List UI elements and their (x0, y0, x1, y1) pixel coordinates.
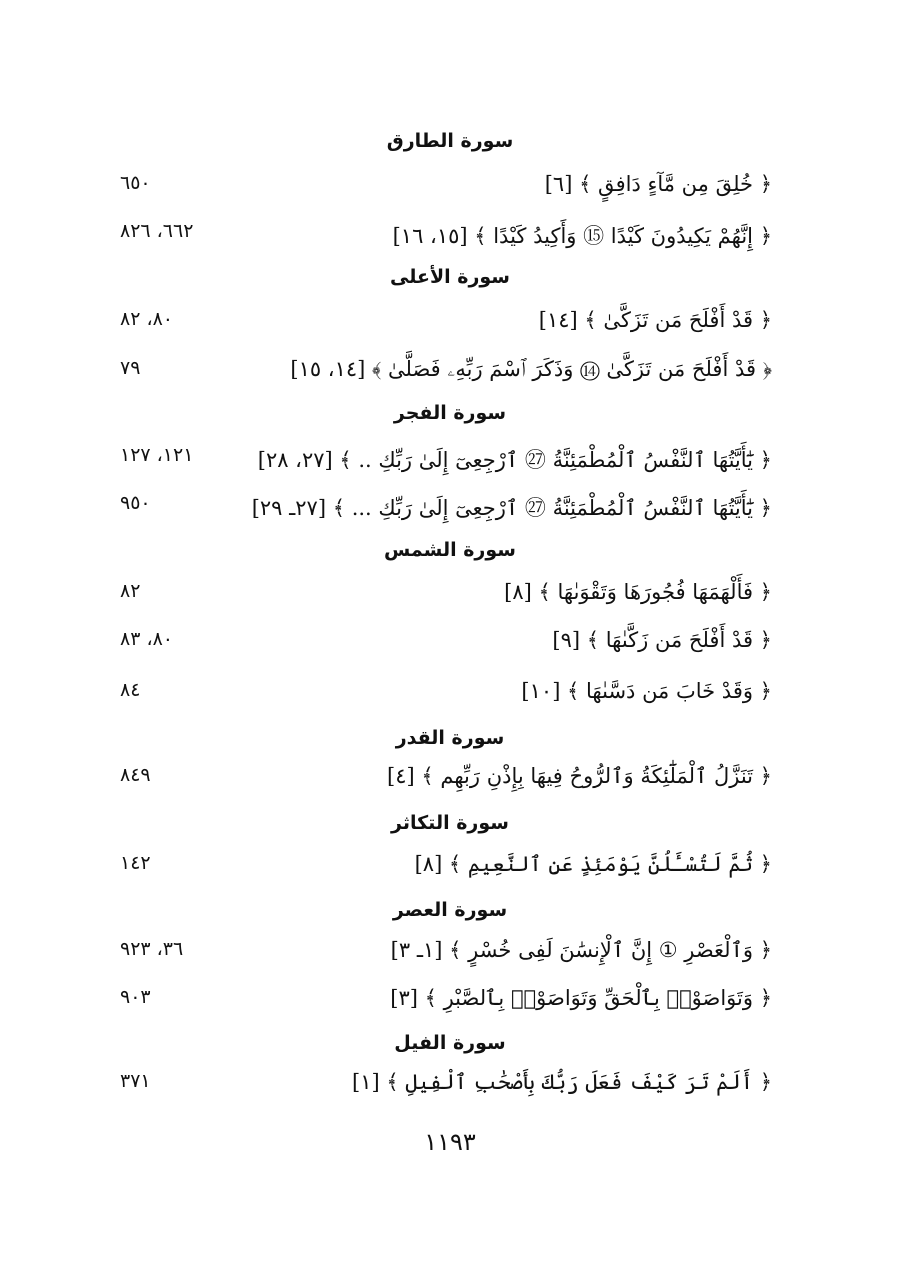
surah-heading: سورة التكاثر (391, 812, 509, 834)
verse-text: ﴿ قَدْ أَفْلَحَ مَن تَزَكَّىٰ ﴾ [١٤] (538, 308, 772, 332)
page-numbers: ٨٤٩ (120, 764, 151, 786)
page-numbers: ٦٦٢، ٨٢٦ (120, 220, 194, 242)
page-number: ١١٩٣ (424, 1128, 476, 1156)
page-numbers: ٦٥٠ (120, 172, 151, 194)
page-numbers: ٩٠٣ (120, 986, 151, 1008)
verse-text: ﴿ خُلِقَ مِن مَّآءٍ دَافِقٍ ﴾ [٦] (544, 172, 772, 196)
verse-text: ﴿ وَتَوَاصَوْا۟ بِٱلْحَقِّ وَتَوَاصَوْا۟ بِٱلصَّبْرِ ﴾ [٣] (390, 986, 772, 1010)
page-numbers: ٨٤ (120, 679, 141, 701)
surah-heading: سورة العصر (392, 899, 508, 921)
verse-text: ﴿ وَقَدْ خَابَ مَن دَسَّىٰهَا ﴾ [١٠] (521, 679, 772, 703)
surah-heading: سورة الفيل (394, 1032, 506, 1054)
verse-text: ﴿ تَنَزَّلُ ٱلْمَلَٰٓئِكَةُ وَٱلرُّوحُ فِيهَا بِإِذْنِ رَبِّهِم ﴾ [٤] (387, 764, 772, 788)
page-numbers: ١٢١، ١٢٧ (120, 444, 194, 466)
surah-heading: سورة الشمس (384, 539, 516, 561)
surah-heading: سورة القدر (395, 727, 505, 749)
verse-text: ﴿ ثُمَّ لَتُسْـَٔلُنَّ يَوْمَئِذٍ عَنِ ٱلنَّعِيمِ ﴾ [٨] (414, 852, 772, 876)
page-numbers: ٣٧١ (120, 1070, 151, 1092)
verse-text: ﴿ فَأَلْهَمَهَا فُجُورَهَا وَتَقْوَىٰهَا ﴾ [٨] (504, 580, 772, 604)
page-numbers: ٧٩ (120, 357, 141, 379)
surah-heading: سورة الأعلى (390, 266, 510, 288)
surah-heading: سورة الطارق (386, 130, 514, 152)
verse-text: ﴿ إِنَّهُمْ يَكِيدُونَ كَيْدًا ⑮ وَأَكِيدُ كَيْدًا ﴾ [١٥، ١٦] (392, 224, 772, 248)
verse-text: ﴿ قَدْ أَفْلَحَ مَن زَكَّىٰهَا ﴾ [٩] (552, 628, 772, 652)
surah-heading: سورة الفجر (393, 402, 507, 424)
verse-text: ﴿ يَٰٓأَيَّتُهَا ٱلنَّفْسُ ٱلْمُطْمَئِنَّةُ ㉗ ٱرْجِعِىٓ إِلَىٰ رَبِّكِ ... ﴾ [٢٧ـ ٢٩] (251, 496, 772, 520)
verse-text: ﴿ قَدْ أَفْلَحَ مَن تَزَكَّىٰ ⑭ وَذَكَرَ ٱسْمَ رَبِّهِۦ فَصَلَّىٰ ﴾ [١٤، ١٥] (290, 357, 772, 381)
verse-text: ﴿ وَٱلْعَصْرِ ① إِنَّ ٱلْإِنسَٰنَ لَفِى خُسْرٍ ﴾ [١ـ ٣] (390, 938, 772, 962)
verse-text: ﴿ يَٰٓأَيَّتُهَا ٱلنَّفْسُ ٱلْمُطْمَئِنَّةُ ㉗ ٱرْجِعِىٓ إِلَىٰ رَبِّكِ .. ﴾ [٢٧، ٢٨] (257, 448, 772, 472)
page-numbers: ٨٠، ٨٢ (120, 308, 174, 330)
page-numbers: ٩٥٠ (120, 492, 151, 514)
page-numbers: ٨٠، ٨٣ (120, 628, 174, 650)
page-numbers: ٨٢ (120, 580, 141, 602)
page-numbers: ١٤٢ (120, 852, 151, 874)
page-numbers: ٣٦، ٩٢٣ (120, 938, 184, 960)
verse-text: ﴿ أَلَمْ تَرَ كَيْفَ فَعَلَ رَبُّكَ بِأَصْحَٰبِ ٱلْفِيلِ ﴾ [١] (352, 1070, 772, 1094)
